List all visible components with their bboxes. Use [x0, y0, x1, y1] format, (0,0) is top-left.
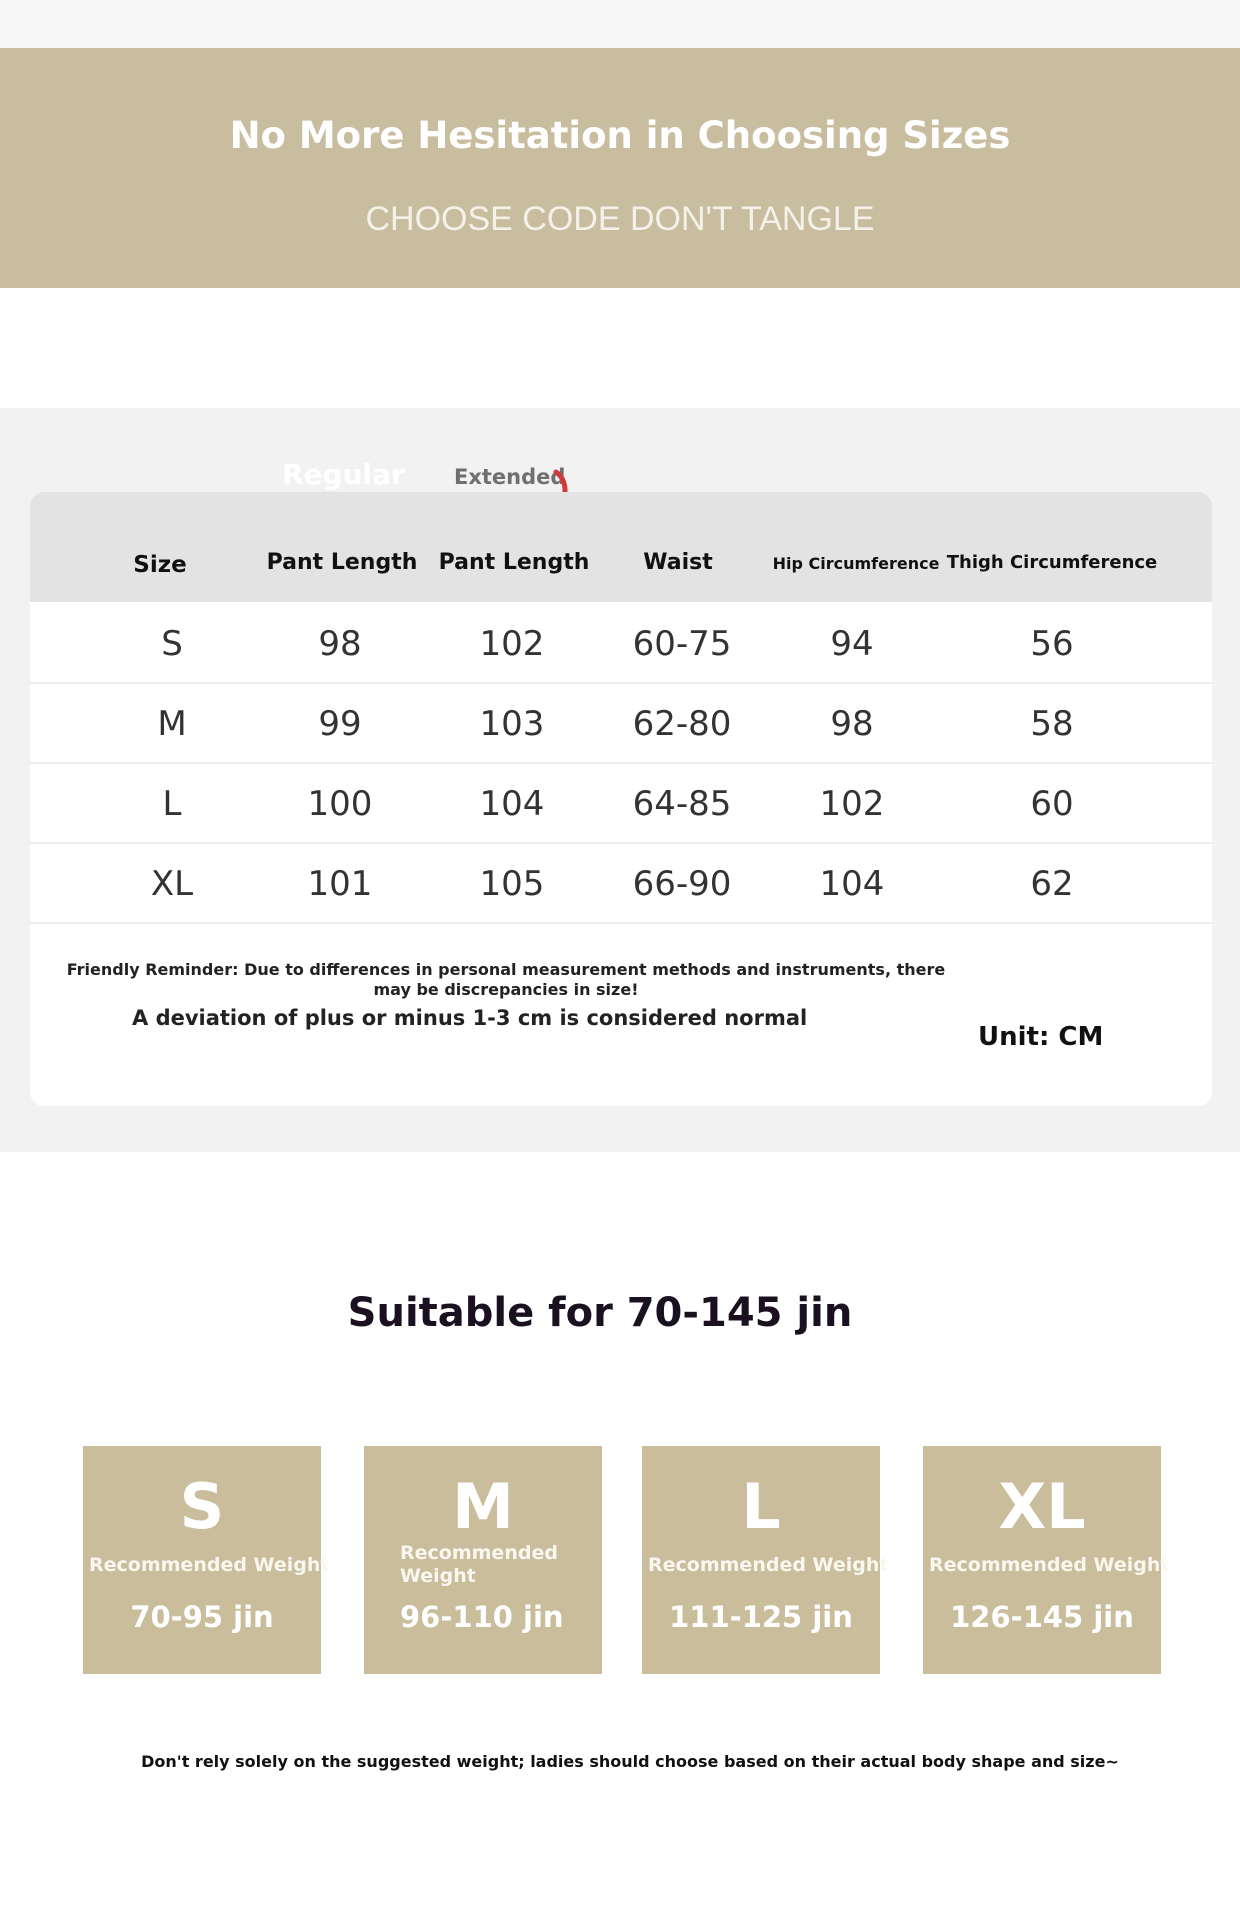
friendly-reminder: Friendly Reminder: Due to differences in personal measurement methods and instruments, there may be discrepancies in size! — [66, 960, 946, 999]
cell-size: M — [157, 704, 187, 744]
recommended-weight-value: 70-95 jin — [130, 1600, 274, 1634]
weight-card-l — [642, 1446, 889, 1674]
header-banner — [0, 48, 1240, 288]
cell-size: XL — [150, 864, 194, 904]
banner-subtitle: CHOOSE CODE DON'T TANGLE — [365, 200, 875, 238]
regular-version-label: Regular — [282, 458, 405, 491]
recommended-weight-value: 96-110 jin — [400, 1600, 564, 1634]
table-header-row — [30, 492, 1212, 602]
cell-size: L — [162, 784, 182, 824]
cell-hip: 104 — [819, 864, 885, 904]
cell-pant-extended: 104 — [479, 784, 545, 824]
size-letter: L — [741, 1470, 781, 1543]
cell-hip: 98 — [830, 704, 874, 744]
cell-waist: 64-85 — [632, 784, 732, 824]
weight-card-s — [83, 1446, 330, 1674]
extended-version-label: Extended — [454, 465, 566, 489]
top-strip — [0, 0, 1240, 48]
unit-label: Unit: CM — [978, 1022, 1104, 1052]
recommended-weight-value: 126-145 jin — [950, 1600, 1134, 1634]
cell-pant-regular: 100 — [307, 784, 373, 824]
table-row — [30, 842, 1212, 924]
weight-card-xl — [923, 1446, 1170, 1674]
suitable-heading: Suitable for 70-145 jin — [347, 1290, 853, 1336]
header-thigh: Thigh Circumference — [946, 552, 1158, 573]
header-pant-length-extended: Pant Length — [438, 550, 590, 575]
size-letter: S — [179, 1470, 225, 1543]
table-row — [30, 682, 1212, 764]
recommended-weight-label: Recommended Weight — [929, 1554, 1170, 1576]
cell-pant-extended: 103 — [479, 704, 545, 744]
recommended-weight-label: Recommended Weight — [648, 1554, 889, 1576]
size-table-card — [30, 492, 1212, 1106]
header-hip: Hip Circumference — [772, 554, 940, 573]
recommended-weight-label: Recommended Weight — [89, 1554, 330, 1576]
cell-thigh: 62 — [1030, 864, 1074, 904]
cell-waist: 60-75 — [632, 624, 732, 664]
cell-pant-extended: 102 — [479, 624, 545, 664]
cell-waist: 62-80 — [632, 704, 732, 744]
header-waist: Waist — [643, 550, 713, 575]
cell-hip: 94 — [830, 624, 874, 664]
deviation-note: A deviation of plus or minus 1-3 cm is considered normal — [132, 1006, 808, 1030]
cell-size: S — [161, 624, 183, 664]
recommended-weight-label: Recommended Weight — [400, 1542, 558, 1587]
size-letter: XL — [998, 1470, 1086, 1543]
cell-pant-regular: 101 — [307, 864, 373, 904]
cell-pant-regular: 99 — [318, 704, 362, 744]
table-row — [30, 762, 1212, 844]
cell-pant-regular: 98 — [318, 624, 362, 664]
banner-title: No More Hesitation in Choosing Sizes — [229, 114, 1011, 157]
recommended-weight-value: 111-125 jin — [669, 1600, 853, 1634]
cell-hip: 102 — [819, 784, 885, 824]
cell-pant-extended: 105 — [479, 864, 545, 904]
cell-thigh: 56 — [1030, 624, 1074, 664]
header-size: Size — [133, 552, 187, 578]
table-row — [30, 602, 1212, 684]
header-pant-length-regular: Pant Length — [266, 550, 418, 575]
cell-thigh: 60 — [1030, 784, 1074, 824]
weight-card-m — [364, 1446, 602, 1674]
cell-waist: 66-90 — [632, 864, 732, 904]
cell-thigh: 58 — [1030, 704, 1074, 744]
size-letter: M — [452, 1470, 514, 1543]
weight-footnote: Don't rely solely on the suggested weight; ladies should choose based on their actual body shape and size~ — [141, 1752, 1119, 1771]
